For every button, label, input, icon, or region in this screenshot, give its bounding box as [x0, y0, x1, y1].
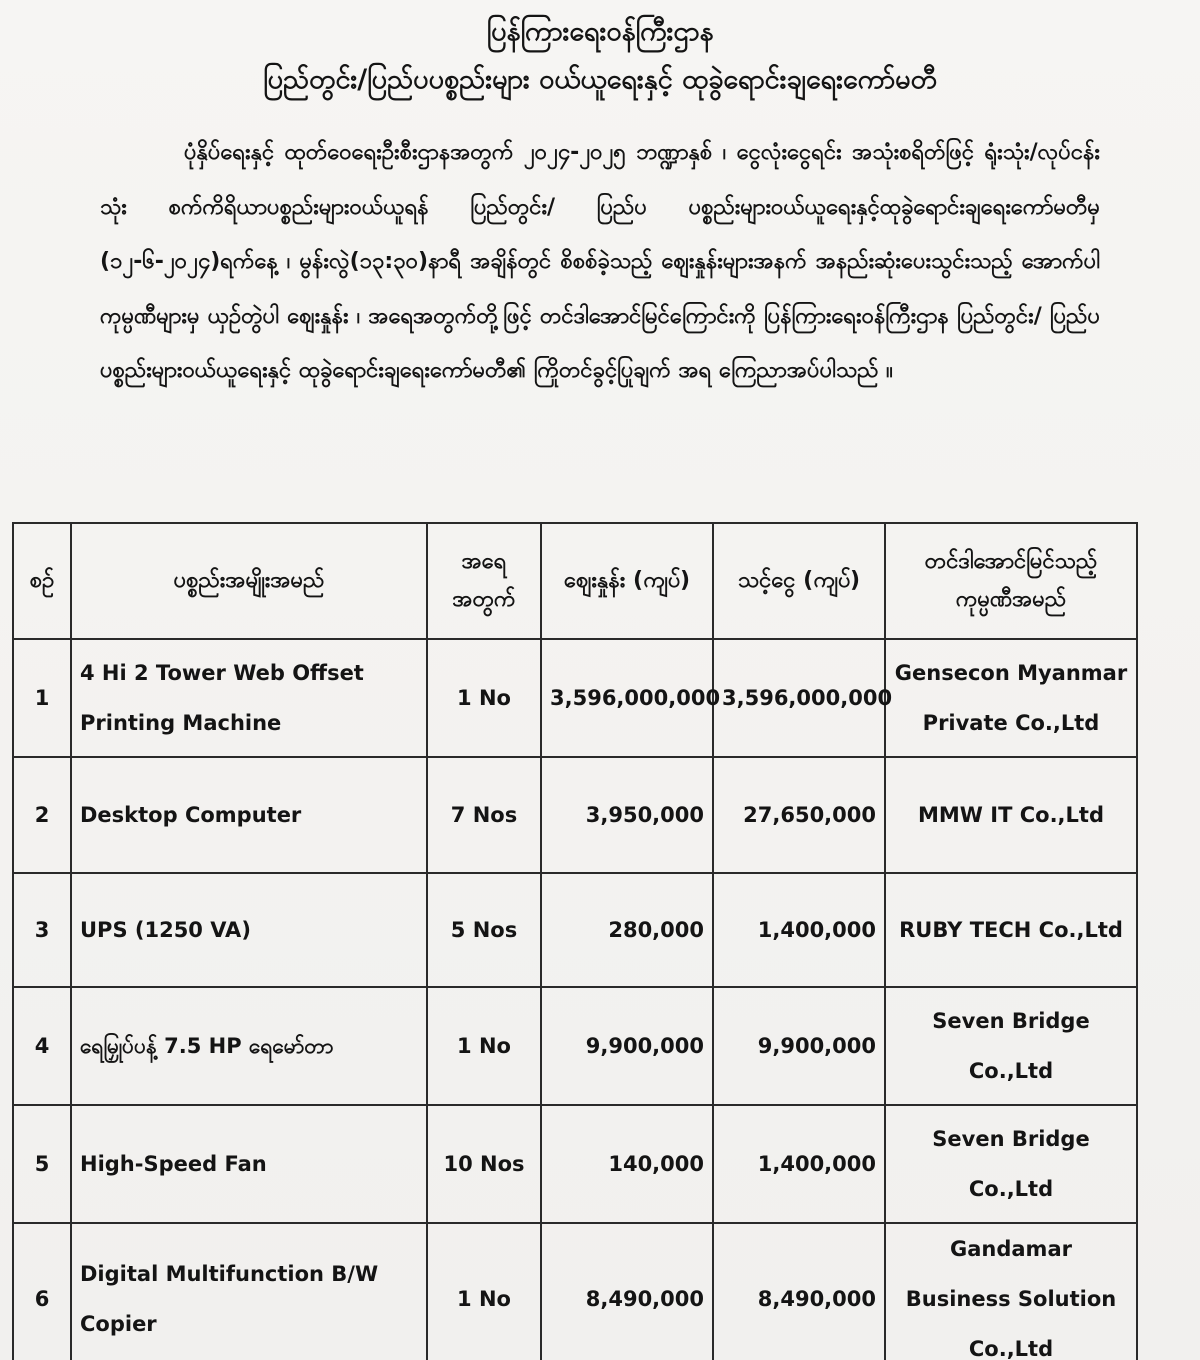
- item-name: Digital Multifunction B/W Copier: [71, 1223, 427, 1360]
- table-row: [13, 873, 1137, 987]
- unit-price: 140,000: [541, 1105, 713, 1223]
- item-name: 4 Hi 2 Tower Web Offset Printing Machine: [71, 639, 427, 757]
- item-quantity: 10 Nos: [427, 1105, 541, 1223]
- row-number: 5: [13, 1105, 71, 1223]
- winning-company: MMW IT Co.,Ltd: [885, 757, 1137, 873]
- row-number: 3: [13, 873, 71, 987]
- total-amount: 27,650,000: [713, 757, 885, 873]
- item-quantity: 7 Nos: [427, 757, 541, 873]
- item-quantity: 1 No: [427, 1223, 541, 1360]
- row-number: 2: [13, 757, 71, 873]
- total-amount: 8,490,000: [713, 1223, 885, 1360]
- row-number: 6: [13, 1223, 71, 1360]
- winning-company: Gensecon Myanmar Private Co.,Ltd: [885, 639, 1137, 757]
- item-name: ရေမြှုပ်ပန့် 7.5 HP ရေမော်တာ: [71, 987, 427, 1105]
- table-row: [13, 987, 1137, 1105]
- total-amount: 3,596,000,000: [713, 639, 885, 757]
- ministry-title: ပြန်ကြားရေးဝန်ကြီးဌာန: [486, 16, 714, 47]
- table-row: [13, 1223, 1137, 1360]
- header-winning-company: တင်ဒါအောင်မြင်သည့် ကုမ္ပဏီအမည်: [885, 523, 1137, 639]
- winning-company: Gandamar Business Solution Co.,Ltd: [885, 1223, 1137, 1360]
- tender-results-table: [12, 522, 1138, 1360]
- item-quantity: 5 Nos: [427, 873, 541, 987]
- unit-price: 8,490,000: [541, 1223, 713, 1360]
- committee-title: ပြည်တွင်း/ပြည်ပပစ္စည်းများ ဝယ်ယူရေးနှင့် ထုခွဲရောင်းချရေးကော်မတီ: [263, 64, 937, 95]
- item-name: High-Speed Fan: [71, 1105, 427, 1223]
- unit-price: 9,900,000: [541, 987, 713, 1105]
- table-row: [13, 639, 1137, 757]
- header-item: ပစ္စည်းအမျိုးအမည်: [71, 523, 427, 639]
- item-quantity: 1 No: [427, 987, 541, 1105]
- winning-company: Seven Bridge Co.,Ltd: [885, 987, 1137, 1105]
- item-name: UPS (1250 VA): [71, 873, 427, 987]
- table-row: [13, 1105, 1137, 1223]
- unit-price: 3,596,000,000: [541, 639, 713, 757]
- winning-company: Seven Bridge Co.,Ltd: [885, 1105, 1137, 1223]
- row-number: 4: [13, 987, 71, 1105]
- header-unit-price: ဈေးနှုန်း (ကျပ်): [541, 523, 713, 639]
- table-header-row: [13, 523, 1137, 639]
- row-number: 1: [13, 639, 71, 757]
- total-amount: 1,400,000: [713, 1105, 885, 1223]
- total-amount: 9,900,000: [713, 987, 885, 1105]
- total-amount: 1,400,000: [713, 873, 885, 987]
- header-quantity: အရေ အတွက်: [427, 523, 541, 639]
- winning-company: RUBY TECH Co.,Ltd: [885, 873, 1137, 987]
- item-name: Desktop Computer: [71, 757, 427, 873]
- header-total-amount: သင့်ငွေ (ကျပ်): [713, 523, 885, 639]
- unit-price: 280,000: [541, 873, 713, 987]
- item-quantity: 1 No: [427, 639, 541, 757]
- table-row: [13, 757, 1137, 873]
- header-no: စဉ်: [13, 523, 71, 639]
- announcement-paragraph: ပုံနှိပ်ရေးနှင့် ထုတ်ဝေရေးဦးစီးဌာနအတွက် ၂၀၂၄-၂၀၂၅ ဘဏ္ဍာနှစ် ၊ ငွေလုံးငွေရင်း အသုံးစရိတ်ဖြင့် ရုံးသုံး/လုပ်ငန်းသုံး စက်ကိရိယာပစ္စည်းများဝယ်ယူရန် ပြည်တွင်း/ ပြည်ပ ပစ္စည်းများဝယ်ယူရေးနှင့်ထုခွဲရောင်းချရေးကော်မတီမှ (၁၂-၆-၂၀၂၄)ရက်နေ့ ၊ မွန်းလွဲ(၁၃:၃၀)နာရီ အချိန်တွင် စိစစ်ခဲ့သည့် ဈေးနှုန်းများအနက် အနည်းဆုံးပေးသွင်းသည့် အောက်ပါ ကုမ္ပဏီများမှ ယှဉ်တွဲပါ ဈေးနှုန်း ၊ အရေအတွက်တို့ဖြင့် တင်ဒါအောင်မြင်ကြောင်းကို ပြန်ကြားရေးဝန်ကြီးဌာန ပြည်တွင်း/ ပြည်ပ ပစ္စည်းများဝယ်ယူရေးနှင့် ထုခွဲရောင်းချရေးကော်မတီ၏ ကြိုတင်ခွင့်ပြုချက် အရ ကြေညာအပ်ပါသည် ။: [100, 140, 1100, 383]
- unit-price: 3,950,000: [541, 757, 713, 873]
